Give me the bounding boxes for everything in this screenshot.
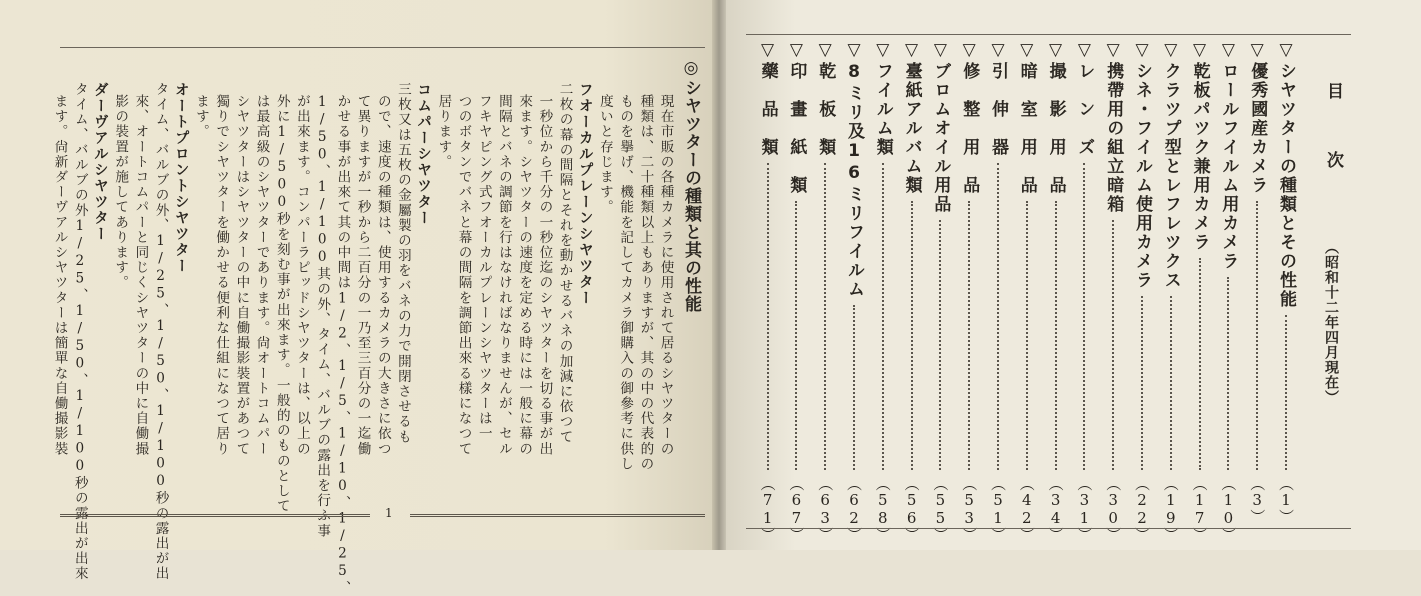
body-column: 二枚の幕の間隔とそれを動かせるバネの加減に依つて [556, 82, 573, 445]
bottom-rule-right [410, 514, 705, 517]
body-column: 影の裝置が施してあります。 [112, 94, 129, 291]
body-column: は最高級のシヤツターであります。尙オートコムパー [253, 94, 270, 457]
body-column: タイム、バルブの外1/25、1/50、1/100秒の露出が出來 [71, 82, 88, 582]
body-column: ます。 [192, 94, 209, 140]
toc-item-label: ▽藥 品 類 [757, 40, 778, 157]
toc-dot-leader [1227, 277, 1229, 470]
toc-item-label: ▽乾板パツク兼用カメラ [1189, 40, 1210, 252]
toc-item-label: ▽シヤツターの種類とその性能 [1276, 40, 1296, 309]
toc-dot-leader [1170, 296, 1172, 470]
toc-item-page: （53） [960, 476, 979, 542]
subheading: ダーヴアルシヤツター [91, 82, 108, 242]
toc-item-page: （1） [1277, 476, 1295, 524]
toc-item-page: （34） [1046, 476, 1065, 542]
toc-item-page: （67） [787, 476, 806, 542]
toc-item-page: （55） [931, 476, 950, 542]
body-column: かせる事が出來て其の中間は1/2、1/5、1/10、1/25、 [334, 94, 351, 596]
toc-dot-leader [911, 201, 913, 470]
toc-dot-leader [853, 305, 855, 470]
toc-item-page: （31） [1075, 476, 1094, 542]
body-column: ものを擧げ、機能を記してカメラ御購入の御參考に供し [617, 94, 634, 472]
body-column: 一秒位から千分の一秒位迄のシヤツターを切る事が出 [536, 94, 553, 457]
toc-item-label: ▽レ ン ズ [1074, 40, 1095, 157]
toc-item-label: ▽ロールフイルム用カメラ [1218, 40, 1239, 271]
toc-item-label: ▽暗 室 用 品 [1016, 40, 1037, 195]
toc-dot-leader [1141, 296, 1143, 470]
body-column: フキヤピング式フオーカルプレーンシヤツターは一 [475, 94, 492, 442]
book-gutter [712, 0, 726, 550]
toc-item-label: ▽シネ・フイルム使用カメラ [1132, 40, 1152, 290]
toc-item-label: ▽携帶用の組立暗箱 [1103, 40, 1124, 214]
body-column: つのボタンでバネと幕の間隔を調節出來る樣になつて [455, 94, 472, 457]
toc-item-label: ▽撮 影 用 品 [1045, 40, 1066, 195]
toc-dot-leader [1112, 220, 1114, 470]
toc-dot-leader [1285, 315, 1287, 470]
toc-item-page: （42） [1017, 476, 1036, 542]
body-column: ので、速度の種類は、使用するカメラの大きさに依つ [374, 94, 391, 457]
toc-item-page: （22） [1133, 476, 1151, 542]
toc-title: 目 次 [1323, 82, 1343, 174]
toc-dot-leader [1055, 201, 1057, 470]
toc-item-label: ▽ブロムオイル用品 [930, 40, 951, 214]
toc-dot-leader [1083, 163, 1085, 470]
toc-item-label: ▽印 畫 紙 類 [786, 40, 807, 195]
toc-item-page: （62） [845, 476, 863, 542]
body-column: て異りますが一秒から二百分の一乃至三百分の一迄働 [354, 94, 371, 457]
toc-dot-leader [939, 220, 941, 470]
body-column: シヤツターはシヤツターの中に自働撮影裝置があつて [233, 94, 250, 457]
toc-item-label: ▽修 整 用 品 [959, 40, 980, 195]
body-column: 現在市販の各種カメラに使用されて居るシヤツターの [657, 94, 674, 457]
toc-item-page: （30） [1104, 476, 1123, 542]
toc-item-page: （19） [1161, 476, 1180, 542]
toc-item-label: ▽臺紙アルバム類 [901, 40, 922, 195]
toc-date-note: （昭和十二年四月現在） [1323, 240, 1339, 405]
toc-dot-leader [824, 163, 826, 470]
body-column: 獨りでシヤツターを働かせる便利な仕組になつて居り [213, 94, 230, 457]
body-column: 三枚又は五枚の金屬製の羽をバネの力で開閉させるも [394, 82, 411, 445]
body-column: 間隔とバネの調節を行はなければなりませんが、セル [495, 94, 512, 457]
section-title: ◎シヤツターの種類と其の性能 [681, 58, 701, 313]
subheading: フオーカルプレーンシヤツター [576, 82, 593, 306]
body-column: 居ります。 [435, 94, 452, 170]
toc-item-page: （10） [1219, 476, 1238, 542]
bottom-rule-left [60, 514, 370, 517]
toc-dot-leader [1256, 201, 1258, 470]
toc-item-page: （51） [989, 476, 1007, 542]
toc-item-page: （17） [1190, 476, 1209, 542]
subheading: オートプロントシヤツター [172, 82, 189, 274]
toc-dot-leader [997, 163, 999, 470]
body-column: タイム、バルブの外、1/25、1/50、1/100秒の露出が出 [152, 82, 169, 582]
toc-dot-leader [1026, 201, 1028, 470]
body-column: 來、オートコムパーと同じくシヤツターの中に自働撮 [132, 94, 149, 457]
body-column: 外に1/500秒を刻む事が出來ます。一般的のものとして [273, 94, 290, 514]
body-column: 來ます。シヤツターの速度を定める時には一般に幕の [516, 94, 533, 457]
page-number: 1 [385, 506, 393, 520]
toc-item-page: （56） [902, 476, 921, 542]
toc-dot-leader [795, 201, 797, 470]
toc-item-page: （58） [873, 476, 892, 542]
toc-top-rule [746, 34, 1351, 35]
subheading: コムパーシヤツター [415, 82, 432, 226]
toc-item-page: （71） [758, 476, 777, 542]
toc-dot-leader [1199, 258, 1201, 470]
toc-dot-leader [882, 163, 884, 470]
toc-bottom-rule [746, 528, 1351, 529]
toc-item-label: ▽フイルム類 [872, 40, 893, 157]
toc-dot-leader [767, 163, 769, 470]
body-column: が出來ます。コンパーラピッドシヤツターは、以上の [293, 94, 310, 457]
toc-item-label: ▽8ミリ及16ミリフイルム [844, 40, 864, 299]
toc-item-page: （3） [1248, 476, 1267, 524]
toc-item-label: ▽クラツプ型とレフレツクス [1160, 40, 1181, 290]
right-page [726, 0, 1421, 550]
toc-item-label: ▽引 伸 器 [988, 40, 1008, 157]
toc-dot-leader [968, 201, 970, 470]
body-column: 度いと存じます。 [596, 94, 613, 215]
body-column: 1/50、1/100其の外、タイム、バルブの露出を行ふ事 [314, 94, 331, 539]
top-rule [60, 47, 705, 48]
body-column: 種類は、二十種類以上もありますが、其の中の代表的の [637, 94, 654, 472]
toc-item-label: ▽優秀國産カメラ [1247, 40, 1268, 195]
body-column: ます。尙新ダーヴアルシヤツターは簡單な自働撮影裝 [51, 94, 68, 457]
toc-item-page: （63） [816, 476, 835, 542]
toc-item-label: ▽乾 板 類 [815, 40, 836, 157]
